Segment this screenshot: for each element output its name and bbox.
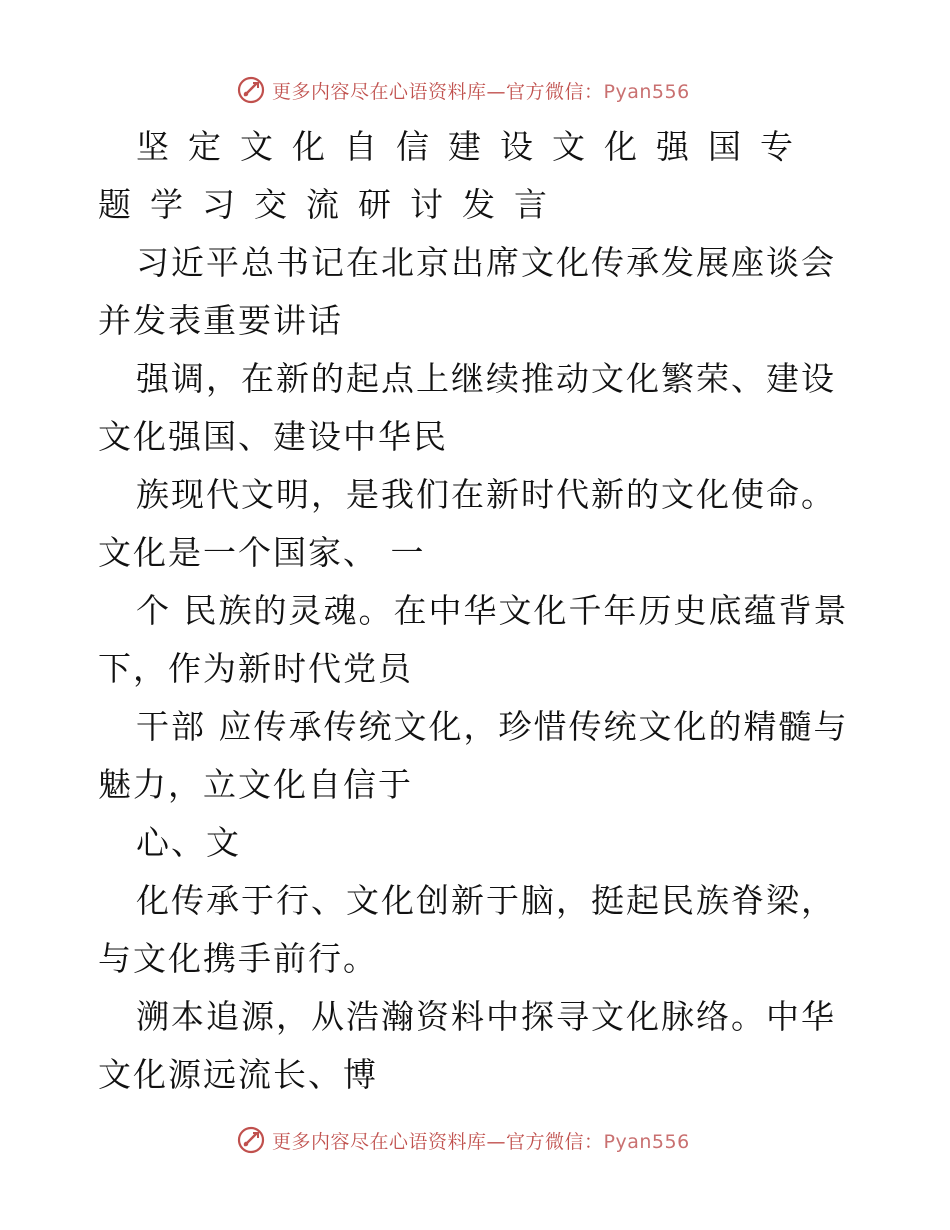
paragraph: 族现代文明，是我们在新时代新的文化使命。文化是一个国家、 一 [98, 475, 836, 572]
watermark-id: Pyan556 [603, 1130, 690, 1153]
paragraph: 习近平总书记在北京出席文化传承发展座谈会并发表重要讲话 [98, 243, 836, 340]
paragraph: 干部 应传承传统文化，珍惜传统文化的精髓与魅力，立文化自信于 [98, 707, 849, 804]
paragraph: 心、文 [136, 823, 241, 862]
watermark-id: Pyan556 [603, 80, 690, 103]
document-body [98, 118, 858, 1104]
paragraph: 个 民族的灵魂。在中华文化千年历史底蕴背景下，作为新时代党员 [98, 591, 849, 688]
paragraph: 溯本追源，从浩瀚资料中探寻文化脉络。中华文化源远流长、博 [98, 997, 836, 1094]
seal-logo-icon [236, 1125, 266, 1155]
paragraph: 化传承于行、文化创新于脑，挺起民族脊梁，与文化携手前行。 [98, 881, 836, 978]
header-watermark [236, 72, 716, 108]
paragraph: 强调，在新的起点上继续推动文化繁荣、建设文化强国、建设中华民 [98, 359, 836, 456]
document-title: 坚定文化自信建设文化强国专题学习交流研讨发言 [98, 127, 812, 224]
seal-logo-icon [236, 75, 266, 105]
watermark-text: 更多内容尽在心语资料库—官方微信： [272, 80, 604, 103]
watermark-text: 更多内容尽在心语资料库—官方微信： [272, 1130, 604, 1153]
footer-watermark [236, 1122, 716, 1158]
